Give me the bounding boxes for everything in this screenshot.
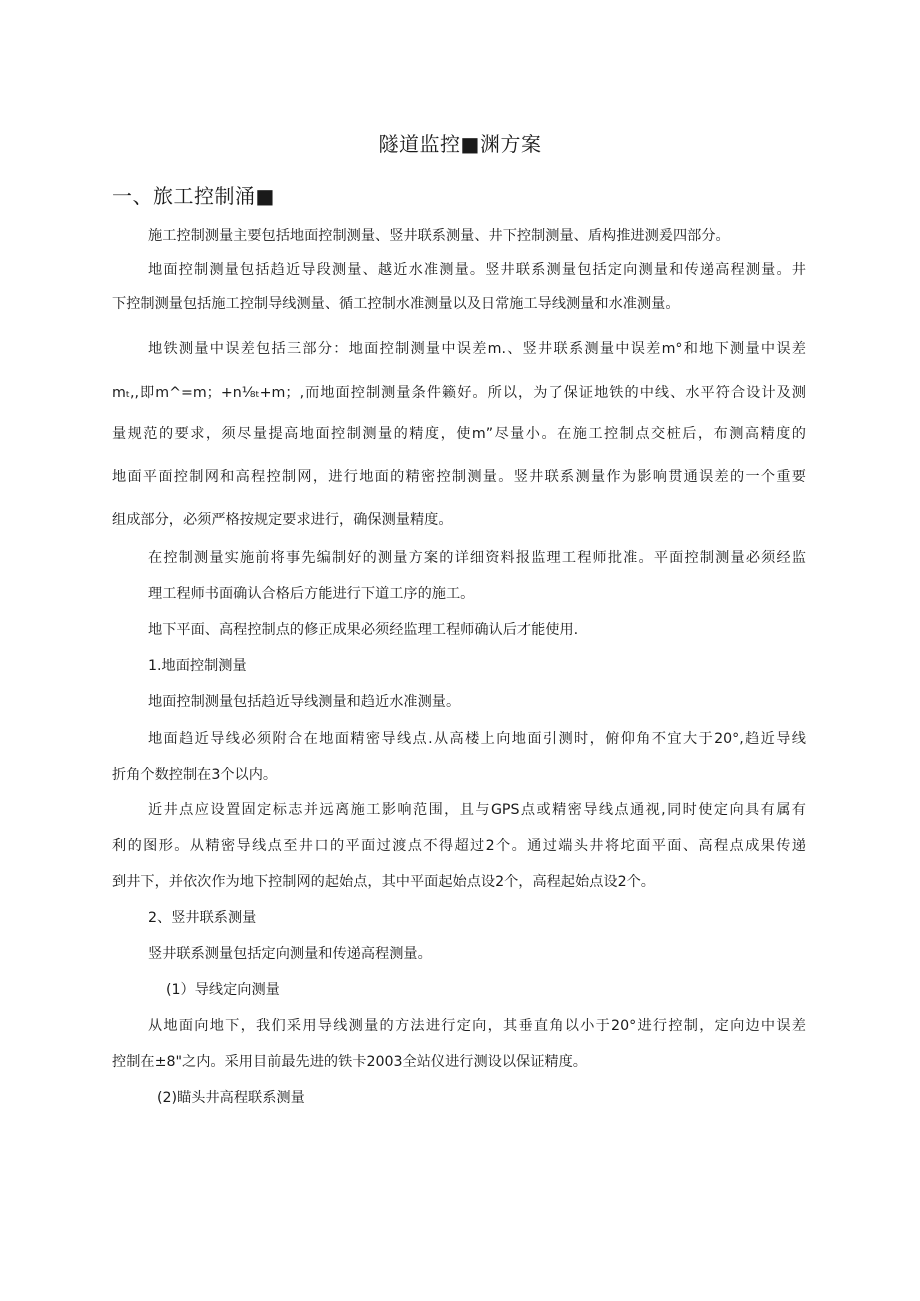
paragraph-line: 施工控制测量主要包括地面控制测量、竖井联系测量、井下控制测量、盾构推进测爰四部分。 <box>148 228 730 244</box>
paragraph-line: 控制在±8"之内。采用目前最先进的铁卡2003全站仪进行测设以保证精度。 <box>112 1054 587 1070</box>
paragraph-line: 量规范的要求，须尽量提高地面控制测量的精度，使m”尽量小。在施工控制点交桩后，布测高精度的 <box>112 426 806 442</box>
paragraph-line: 地面平面控制网和高程控制网，进行地面的精密控制测量。竖井联系测量作为影响贯通误差的一个重要 <box>112 469 806 485</box>
subsection-heading: (1）导线定向测量 <box>166 982 280 998</box>
paragraph-line: 地下平面、高程控制点的修正成果必须经监理工程师确认后才能使用. <box>148 622 579 638</box>
paragraph-line: 利的图形。从精密导线点至井口的平面过渡点不得超过2个。通过端头井将坨面平面、高程点成果传递 <box>112 838 806 854</box>
paragraph-line: 竖井联系测量包括定向测量和传递高程测量。 <box>148 946 432 962</box>
paragraph-line: 近井点应设置固定标志并远离施工影响范围，且与GPS点或精密导线点通视,同时使定向具有属有 <box>148 802 806 818</box>
subsection-heading: 1.地面控制测量 <box>148 658 247 674</box>
paragraph-line: 地面控制测量包括趋近导段测量、越近水准测量。竖井联系测量包括定向测量和传递高程测量。井 <box>148 262 806 278</box>
paragraph-line: 在控制测量实施前将事先编制好的测量方案的详细资料报监理工程师批准。平面控制测量必须经监 <box>148 550 806 566</box>
paragraph-line: 地面趋近导线必须附合在地面精密导线点.从高楼上向地面引测时，俯仰角不宜大于20°,趋近导线 <box>148 731 806 747</box>
section-heading: 一、旅工控制涌■ <box>112 184 275 208</box>
paragraph-line: 折角个数控制在3个以内。 <box>112 767 278 783</box>
paragraph-line: 理工程师书面确认合格后方能进行下道工序的施工。 <box>148 586 475 602</box>
paragraph-line: 下控制测量包括施工控制导线测量、循工控制水准测量以及日常施工导线测量和水准测量。 <box>112 296 680 312</box>
paragraph-line: 地铁测量中误差包括三部分：地面控制测量中误差m.、竖井联系测量中误差m°和地下测量中误差 <box>148 341 806 357</box>
subsection-heading: 2、竖井联系测量 <box>148 910 257 926</box>
paragraph-line: mₜ,,即m^=m；+n⅛ₜ+m；,而地面控制测量条件籁好。所以，为了保证地铁的中线、水平符合设计及测 <box>112 385 806 401</box>
paragraph-line: 从地面向地下，我们采用导线测量的方法进行定向，其垂直角以小于20°进行控制，定向边中误差 <box>148 1018 806 1034</box>
subsection-heading: (2)瞄头井高程联系测量 <box>157 1090 305 1106</box>
paragraph-line: 组成部分，必须严格按规定要求进行，确保测量精度。 <box>112 512 453 528</box>
paragraph-line: 地面控制测量包括趋近导线测量和趋近水准测量。 <box>148 694 461 710</box>
document-title: 隧道监控■渊方案 <box>378 132 542 156</box>
paragraph-line: 到井下，并依次作为地下控制网的起始点，其中平面起始点设2个，高程起始点设2个。 <box>112 874 655 890</box>
